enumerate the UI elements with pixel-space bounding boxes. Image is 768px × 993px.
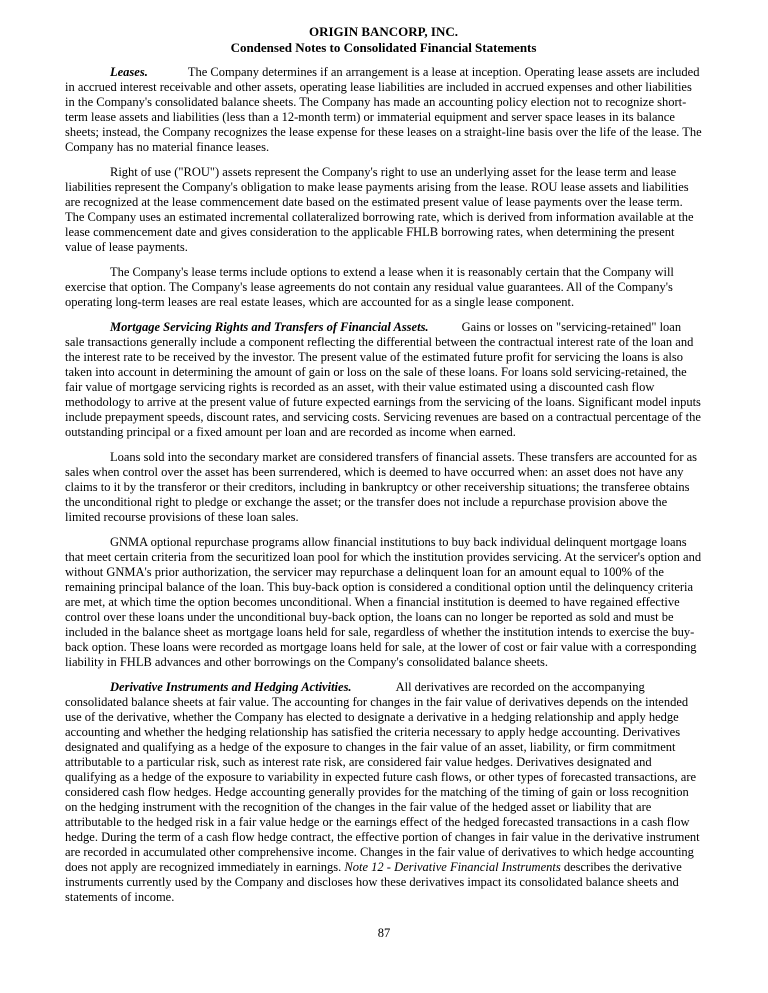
right-of-use-text: Right of use ("ROU") assets represent the Company's right to use an underlying asset for the lease term and lease liabilities represent the Company's obligation to make lease payments arising from the lease. ROU lease assets and liabilities are recognized at the lease commencement date based on the estimated present value of lease payments over the lease term. The Company uses an estimated incremental collateralized borrowing rate, which is derived from information available at the lease commencement date and gives consideration to the applicable FHLB borrowing rates, when determining the present value of lease payments. [65, 165, 694, 254]
paragraph-gnma-repurchase [65, 535, 702, 670]
paragraph-right-of-use [65, 165, 702, 255]
paragraph-leases [65, 65, 702, 155]
paragraph-mortgage-servicing-rights [65, 320, 702, 440]
derivative-instruments-text-before-note: All derivatives are recorded on the accompanying consolidated balance sheets at fair value. The accounting for changes in the fair value of derivatives depends on the intended use of the derivative, whether the Company has elected to designate a derivative in a hedging relationship and apply hedge accounting and whether the hedging relationship has satisfied the criteria necessary to apply hedge accounting. Derivatives designated and qualifying as a hedge of the exposure to changes in the fair value of an asset, liability, or firm commitment attributable to a particular risk, such as interest rate risk, are considered fair value hedges. Derivatives designated and qualifying as a hedge of the exposure to variability in expected future cash flows, or other types of forecasted transactions, are considered cash flow hedges. Hedge accounting generally provides for the matching of the timing of gain or loss recognition on the hedging instrument with the recognition of the changes in the fair value of the hedged asset or liability that are attributable to the hedged risk in a fair value hedge or the earnings effect of the hedged forecasted transactions in a cash flow hedge. During the term of a cash flow hedge contract, the effective portion of changes in fair value in the derivative instrument are recorded in accumulated other comprehensive income. Changes in the fair value of derivatives to which hedge accounting does not apply are recognized immediately in earnings. [65, 680, 700, 874]
page-number: 87 [377, 926, 391, 940]
leases-text: The Company determines if an arrangement is a lease at inception. Operating lease assets are included in accrued interest receivable and other assets, operating lease liabilities are included in accrued expenses and other liabilities in the Company's consolidated balance sheets. The Company has made an accounting policy election not to recognize short-term lease assets and liabilities (less than a 12-month term) or immaterial equipment and server space leases in its balance sheets; instead, the Company recognizes the lease expense for these leases on a straight-line basis over the life of the lease. The Company has no material finance leases. [65, 65, 702, 154]
company-name-title: ORIGIN BANCORP, INC. [308, 24, 459, 39]
mortgage-servicing-rights-text: Gains or losses on "servicing-retained" loan sale transactions generally include a component reflecting the differential between the contractual interest rate of the loan and the interest rate to be received by the investor. The present value of the estimated future profit for servicing the loans is also taken into account in determining the amount of gain or loss on the sale of these loans. For loans sold servicing-retained, the fair value of mortgage servicing rights is recorded as an asset, with their value estimated using a discounted cash flow methodology to arrive at the present value of future expected earnings from the servicing of the loans. Significant model inputs include prepayment speeds, discount rates, and servicing costs. Servicing revenues are based on a contractual percentage of the outstanding principal or a fixed amount per loan and are recorded as income when earned. [65, 320, 701, 439]
paragraph-lease-terms [65, 265, 702, 310]
loans-sold-text: Loans sold into the secondary market are considered transfers of financial assets. These transfers are accounted for as sales when control over the asset has been surrendered, which is deemed to have occurred when: an asset does not have any claims to it by the transferor or their creditors, including in bankruptcy or other receivership situations; the transferee obtains the unconditional right to pledge or exchange the asset; or the transfer does not include a repurchase provision above the limited recourse provisions of these loan sales. [65, 450, 698, 524]
mortgage-servicing-rights-heading: Mortgage Servicing Rights and Transfers of Financial Assets. [110, 320, 429, 334]
document-subtitle: Condensed Notes to Consolidated Financial Statements [230, 40, 537, 55]
leases-heading: Leases. [110, 65, 148, 79]
paragraph-loans-sold [65, 450, 702, 525]
gnma-repurchase-text: GNMA optional repurchase programs allow financial institutions to buy back individual delinquent mortgage loans that meet certain criteria from the securitized loan pool for which the institution provides servicing. At the servicer's option and without GNMA's prior authorization, the servicer may repurchase a delinquent loan for an amount equal to 100% of the remaining principal balance of the loan. This buy-back option is considered a conditional option until the delinquency criteria are met, at which time the option becomes unconditional. When a financial institution is deemed to have regained effective control over these loans under the unconditional buy-back option, the loans can no longer be reported as sold and must be included in the balance sheet as mortgage loans held for sale, regardless of whether the institution intends to exercise the buy-back option. These loans were recorded as mortgage loans held for sale, at the lower of cost or fair value with a corresponding liability in FHLB advances and other borrowings on the Company's consolidated balance sheets. [65, 535, 702, 669]
note-12-reference: Note 12 - Derivative Financial Instruments [344, 860, 561, 874]
derivative-instruments-heading: Derivative Instruments and Hedging Activities. [110, 680, 352, 694]
document-header [65, 24, 702, 56]
derivative-instruments-text-after-note: describes the derivative instruments currently used by the Company and discloses how these derivatives impact its consolidated balance sheets and statements of income. [65, 860, 682, 904]
document-body [65, 65, 702, 905]
lease-terms-text: The Company's lease terms include options to extend a lease when it is reasonably certain that the Company will exercise that option. The Company's lease agreements do not contain any residual value guarantees. All of the Company's operating long-term leases are real estate leases, which are accounted for as a single lease component. [65, 265, 674, 309]
paragraph-derivative-instruments [65, 680, 702, 905]
